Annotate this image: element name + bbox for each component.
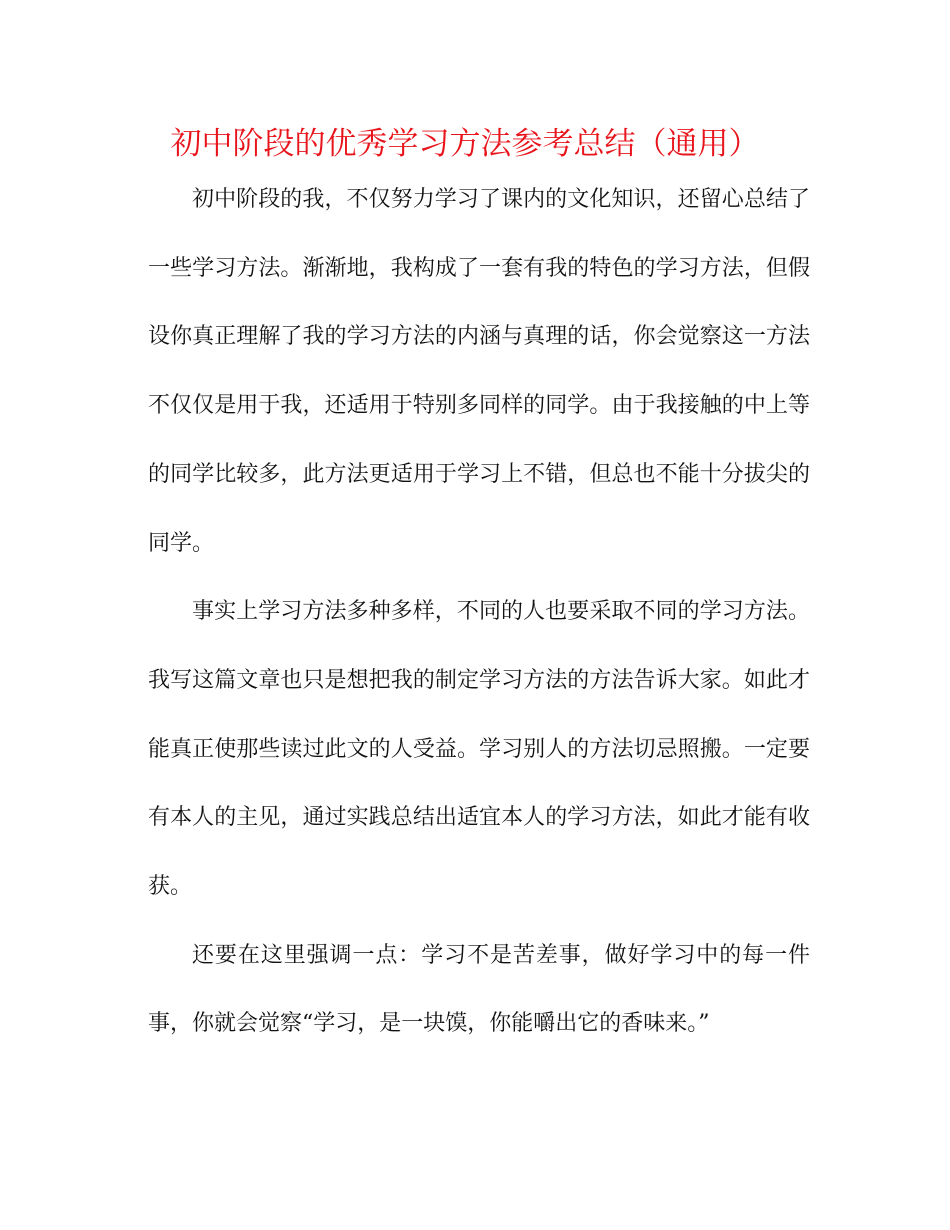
document-title: 初中阶段的优秀学习方法参考总结（通用） bbox=[170, 126, 760, 162]
paragraph-3: 还要在这里强调一点：学习不是苦差事，做好学习中的每一件事，你就会觉察“学习，是一块馍，你能嚼出它的香味来。” bbox=[148, 942, 810, 1037]
document-body bbox=[148, 166, 810, 1059]
paragraph-2: 事实上学习方法多种多样，不同的人也要采取不同的学习方法。我写这篇文章也只是想把我的制定学习方法的方法告诉大家。如此才能真正使那些读过此文的人受益。学习别人的方法切忌照搬。一定要有本人的主见，通过实践总结出适宜本人的学习方法，如此才能有收获。 bbox=[148, 599, 810, 900]
paragraph-1: 初中阶段的我，不仅努力学习了课内的文化知识，还留心总结了一些学习方法。渐渐地，我构成了一套有我的特色的学习方法，但假设你真正理解了我的学习方法的内涵与真理的话，你会觉察这一方法不仅仅是用于我，还适用于特别多同样的同学。由于我接触的中上等的同学比较多，此方法更适用于学习上不错，但总也不能十分拔尖的同学。 bbox=[148, 187, 810, 556]
